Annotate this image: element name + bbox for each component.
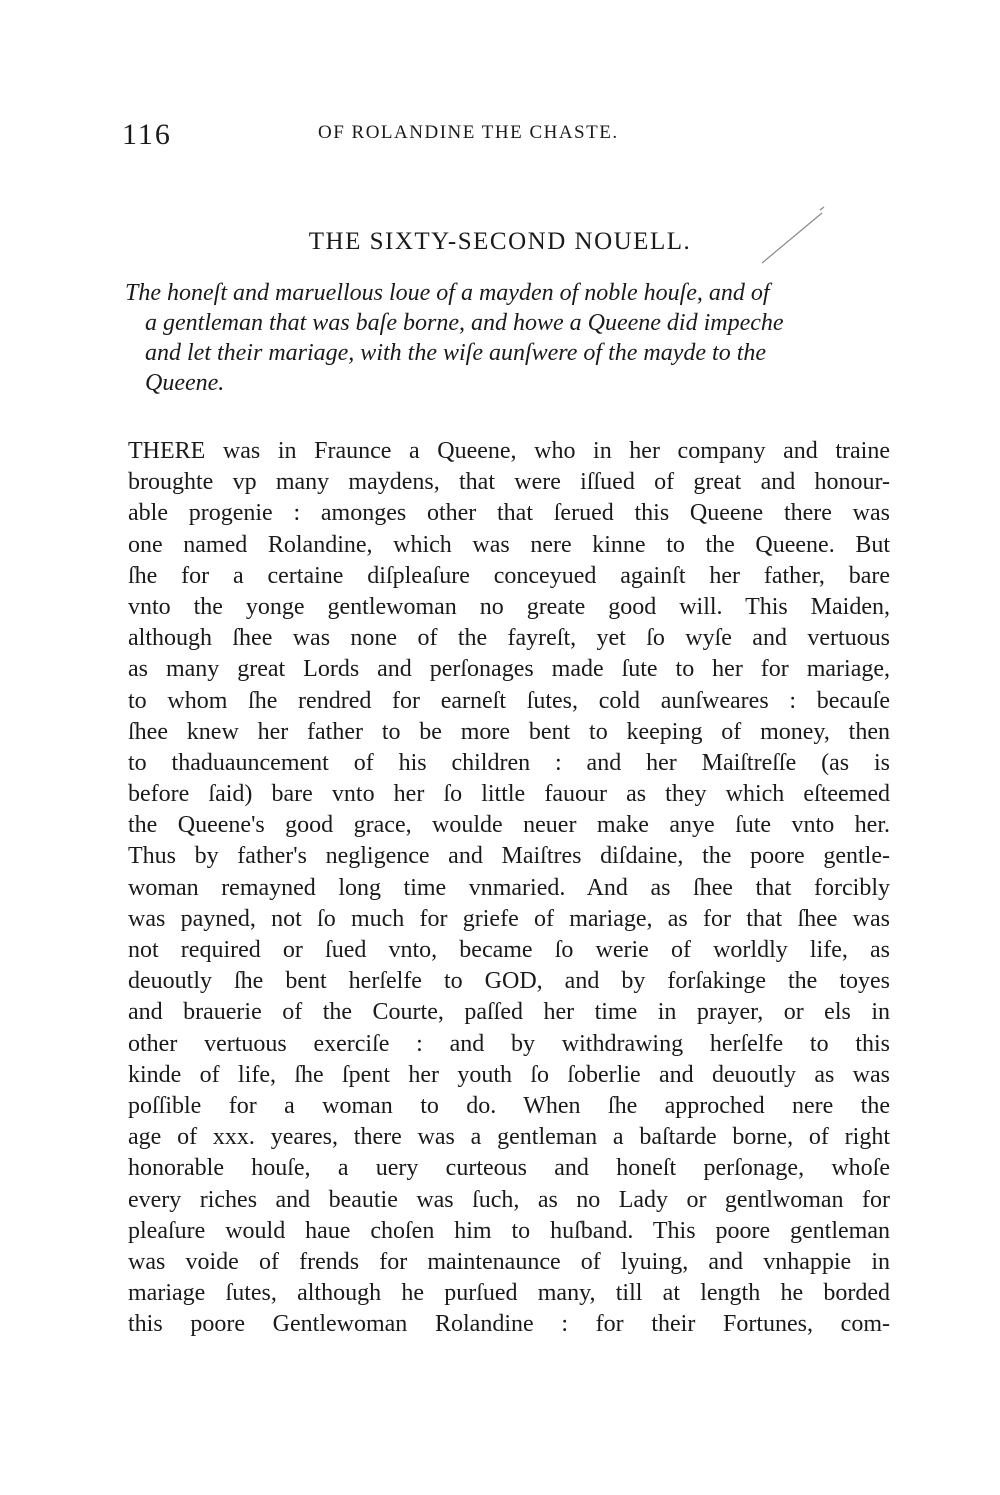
- body-line: other vertuous exerciſe : and by withdrawing herſelfe to this: [128, 1030, 890, 1057]
- body-line: to thaduauncement of his children : and her Maiſtreſſe (as is: [128, 749, 890, 776]
- chapter-title: THE SIXTY-SECOND NOUELL.: [308, 228, 692, 255]
- body-line: THERE was in Fraunce a Queene, who in her company and traine: [128, 438, 890, 464]
- body-line: deuoutly ſhe bent herſelfe to GOD, and by forſakinge the toyes: [128, 968, 890, 995]
- running-head: [122, 118, 882, 158]
- body-line: one named Rolandine, which was nere kinne to the Queene. But: [128, 531, 890, 558]
- body-line: was payned, not ſo much for griefe of mariage, as for that ſhee was: [128, 905, 890, 932]
- body-line: honorable houſe, a uery curteous and honeſt perſonage, whoſe: [128, 1155, 890, 1182]
- body-line: and brauerie of the Courte, paſſed her time in prayer, or els in: [128, 999, 890, 1026]
- page-number: 116: [122, 118, 172, 151]
- body-line: every riches and beautie was ſuch, as no Lady or gentlwoman for: [128, 1186, 890, 1213]
- body-line: although ſhee was none of the fayreſt, yet ſo wyſe and vertuous: [128, 625, 890, 652]
- running-title: OF ROLANDINE THE CHASTE.: [318, 122, 619, 143]
- body-line: kinde of life, ſhe ſpent her youth ſo ſoberlie and deuoutly as was: [128, 1061, 890, 1088]
- body-line: before ſaid) bare vnto her ſo little fauour as they which eſteemed: [128, 781, 890, 808]
- body-line: to whom ſhe rendred for earneſt ſutes, cold aunſweares : becauſe: [128, 687, 890, 714]
- body-line: able progenie : amonges other that ſerued this Queene there was: [128, 500, 890, 527]
- body-line: age of xxx. yeares, there was a gentleman a baſtarde borne, of right: [128, 1124, 890, 1151]
- body-line: ſhee knew her father to be more bent to keeping of money, then: [128, 718, 890, 745]
- body-line: as many great Lords and perſonages made ſute to her for mariage,: [128, 656, 890, 683]
- body-line: vnto the yonge gentlewoman no greate good will. This Maiden,: [128, 593, 890, 620]
- chapter-argument: [125, 278, 885, 398]
- body-line: not required or ſued vnto, became ſo werie of worldly life, as: [128, 937, 890, 963]
- body-line: was voide of frends for maintenaunce of lyuing, and vnhappie in: [128, 1248, 890, 1275]
- body-line: the Queene's good grace, woulde neuer make anye ſute vnto her.: [128, 812, 890, 839]
- body-line: broughte vp many maydens, that were iſſued of great and honour-: [128, 469, 890, 496]
- argument-line: a gentleman that was baſe borne, and howe a Queene did impeche: [145, 310, 784, 336]
- body-line: this poore Gentlewoman Rolandine : for their Fortunes, com-: [128, 1311, 890, 1338]
- argument-line: and let their mariage, with the wiſe aunſwere of the mayde to the: [145, 340, 767, 366]
- body-line: poſſible for a woman to do. When ſhe approched nere the: [128, 1092, 890, 1119]
- body-line: mariage ſutes, although he purſued many, till at length he borded: [128, 1280, 890, 1307]
- body-line: Thus by father's negligence and Maiſtres diſdaine, the poore gentle-: [128, 843, 890, 870]
- argument-line: Queene.: [145, 370, 225, 396]
- body-line: pleaſure would haue choſen him to huſband. This poore gentleman: [128, 1217, 890, 1244]
- body-text: [128, 436, 890, 1340]
- argument-line: The honeſt and maruellous loue of a mayden of noble houſe, and of: [125, 280, 770, 306]
- body-line: ſhe for a certaine diſpleaſure conceyued againſt her father, bare: [128, 562, 890, 589]
- body-line: woman remayned long time vnmaried. And as ſhee that forcibly: [128, 874, 890, 901]
